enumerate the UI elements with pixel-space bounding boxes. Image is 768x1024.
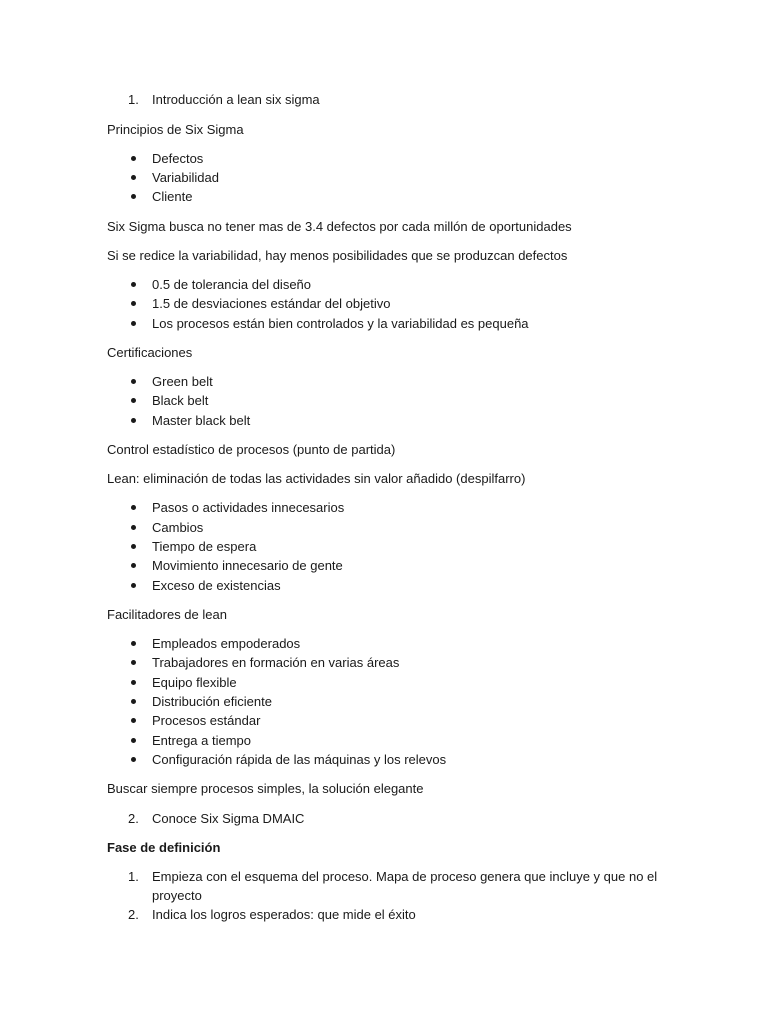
list-item-text: Empieza con el esquema del proceso. Mapa de proceso genera que incluye y que no el (152, 869, 658, 884)
section-2-title: Conoce Six Sigma DMAIC (152, 811, 305, 826)
list-item-text: Black belt (152, 393, 209, 408)
bullet-icon (131, 680, 136, 685)
list-item-text: Cambios (152, 520, 204, 535)
bullet-icon (131, 583, 136, 588)
bullet-icon (131, 563, 136, 568)
list-item-text: 0.5 de tolerancia del diseño (152, 277, 312, 292)
bullet-icon (131, 398, 136, 403)
bullet-icon (131, 718, 136, 723)
bullet-icon (131, 544, 136, 549)
bullet-icon (131, 418, 136, 423)
bullet-icon (131, 301, 136, 306)
list-number: 2. (128, 811, 139, 826)
paragraph: Control estadístico de procesos (punto de partida) (107, 442, 396, 457)
bullet-icon (131, 757, 136, 762)
list-item-text: Movimiento innecesario de gente (152, 558, 343, 573)
bullet-icon (131, 505, 136, 510)
bullet-icon (131, 699, 136, 704)
list-item-text: Procesos estándar (152, 713, 261, 728)
paragraph: Six Sigma busca no tener mas de 3.4 defectos por cada millón de oportunidades (107, 219, 572, 234)
list-item-text: Master black belt (152, 413, 251, 428)
list-item-text: Green belt (152, 374, 213, 389)
list-item-text: Indica los logros esperados: que mide el éxito (152, 907, 416, 922)
bullet-icon (131, 379, 136, 384)
certificaciones-heading: Certificaciones (107, 345, 193, 360)
bullet-icon (131, 321, 136, 326)
list-item-text: Trabajadores en formación en varias áreas (152, 655, 400, 670)
list-item-text: 1.5 de desviaciones estándar del objetivo (152, 296, 391, 311)
bullet-icon (131, 156, 136, 161)
paragraph: Buscar siempre procesos simples, la solución elegante (107, 781, 424, 796)
bullet-icon (131, 194, 136, 199)
fase-heading: Fase de definición (107, 840, 221, 855)
facilitadores-heading: Facilitadores de lean (107, 607, 227, 622)
bullet-icon (131, 660, 136, 665)
list-item-text: Tiempo de espera (152, 539, 257, 554)
list-item-text: Entrega a tiempo (152, 733, 252, 748)
principios-heading: Principios de Six Sigma (107, 122, 244, 137)
list-item-text: Exceso de existencias (152, 578, 281, 593)
bullet-icon (131, 525, 136, 530)
bullet-icon (131, 738, 136, 743)
list-item-text: Configuración rápida de las máquinas y los relevos (152, 752, 447, 767)
list-item-text: Defectos (152, 151, 204, 166)
list-item-text: Distribución eficiente (152, 694, 272, 709)
list-item-text: Pasos o actividades innecesarios (152, 500, 345, 515)
list-number: 1. (128, 869, 139, 884)
list-item-text: proyecto (152, 888, 202, 903)
list-item-text: Cliente (152, 189, 193, 204)
section-1-item (0, 90, 768, 109)
bullet-icon (131, 175, 136, 180)
list-item-text: Los procesos están bien controlados y la variabilidad es pequeña (152, 316, 529, 331)
paragraph: Lean: eliminación de todas las actividades sin valor añadido (despilfarro) (107, 471, 526, 486)
bullet-icon (131, 282, 136, 287)
list-item-text: Variabilidad (152, 170, 219, 185)
bullet-icon (131, 641, 136, 646)
section-1-title: Introducción a lean six sigma (152, 92, 320, 107)
list-item-text: Equipo flexible (152, 675, 237, 690)
paragraph: Si se redice la variabilidad, hay menos posibilidades que se produzcan defectos (107, 248, 568, 263)
list-number: 1. (128, 92, 139, 107)
list-item-text: Empleados empoderados (152, 636, 301, 651)
list-number: 2. (128, 907, 139, 922)
